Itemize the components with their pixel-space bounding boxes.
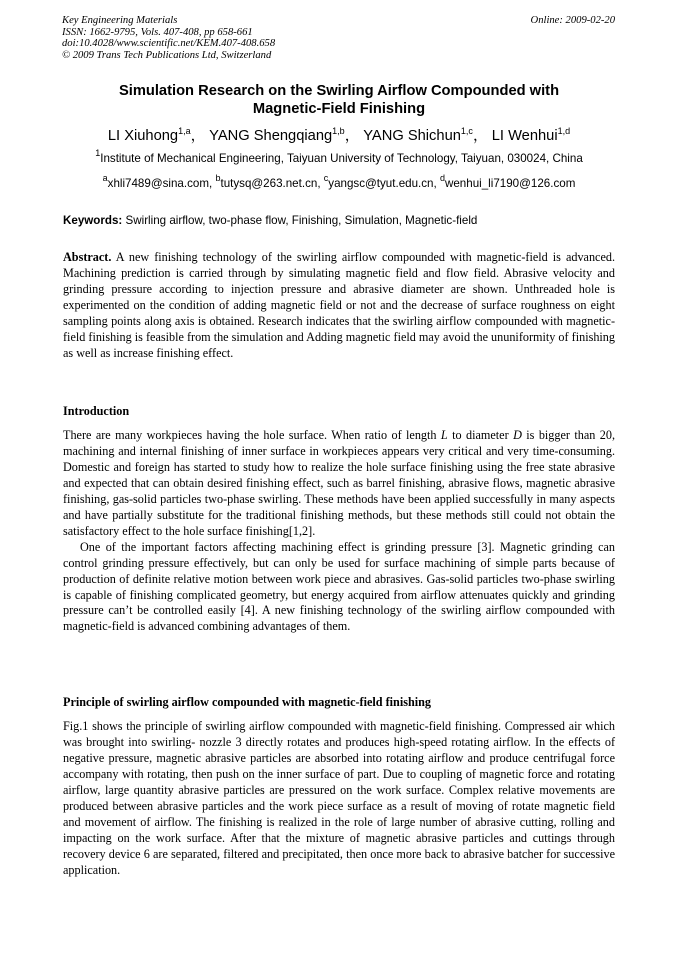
author-affil-sup: 1,a [178, 126, 191, 136]
abstract [63, 250, 615, 362]
paper-title [62, 83, 616, 118]
author-separator: ， [190, 128, 206, 144]
intro-p1-text: There are many workpieces having the hole surface. When ratio of length [63, 428, 441, 442]
author-affil-sup: 1,b [332, 126, 345, 136]
introduction-body [63, 428, 615, 635]
email-link[interactable]: xhli7489@sina.com [107, 177, 209, 190]
author-list [62, 124, 616, 145]
author-name: LI Wenhui [491, 128, 558, 144]
author-separator: ， [344, 128, 360, 144]
email-separator: , [433, 177, 440, 190]
email-list [62, 173, 616, 190]
intro-p1-text: is bigger than 20, machining and internal finishing of inner surface in workpieces appears very critical and very time-consuming. Domestic and foreign has started to study how to realize the hole surface finishing using the free state abrasive and expected that can obtain desired finishing effect, such as barrel finishing, abrasive flows, magnetic abrasive finishing, gas-solid particles two-phase swirling. These methods have been applied successfully in many aspects and have partially substitute for the traditional finishing methods, but these methods still could not obtain the satisfactory effect to the hole surface finishing[1,2]. [63, 428, 616, 538]
online-date: Online: 2009-02-20 [530, 15, 615, 26]
copyright-line: © 2009 Trans Tech Publications Ltd, Switzerland [62, 49, 272, 61]
keywords-text: Swirling airflow, two-phase flow, Finishing, Simulation, Magnetic-field [125, 214, 478, 227]
journal-header [62, 15, 275, 61]
keywords-label: Keywords: [63, 214, 123, 227]
email-sup: a [102, 173, 108, 183]
keywords [63, 214, 477, 227]
issn-line: ISSN: 1662-9795, Vols. 407-408, pp 658-661 [62, 26, 253, 38]
author-separator: ， [472, 128, 488, 144]
email-sup: c [323, 173, 329, 183]
email-sup: b [215, 173, 221, 183]
email-link[interactable]: wenhui_li7190@126.com [444, 177, 576, 190]
email-link[interactable]: yangsc@tyut.edu.cn [328, 177, 434, 190]
email-sup: d [439, 173, 445, 183]
symbol-length: L [440, 428, 448, 442]
author-name: YANG Shichun [363, 128, 461, 144]
affiliation-text: Institute of Mechanical Engineering, Taiyuan University of Technology, Taiyuan, 030024, China [100, 152, 583, 165]
title-line-2: Magnetic-Field Finishing [252, 100, 426, 117]
intro-paragraph-1 [63, 428, 615, 540]
abstract-label: Abstract. [63, 250, 112, 264]
affiliation-sup: 1 [95, 148, 101, 158]
author-name: LI Xiuhong [107, 128, 179, 144]
affiliation [62, 148, 616, 165]
introduction-heading: Introduction [63, 404, 130, 418]
doi-line: doi:10.4028/www.scientific.net/KEM.407-408.658 [62, 38, 276, 50]
symbol-diameter: D [513, 428, 522, 442]
intro-p1-text: to diameter [447, 428, 514, 442]
intro-paragraph-2: One of the important factors affecting machining effect is grinding pressure [3]. Magnetic grinding can control grinding pressure effectively, but can only be used for surface machining of simple parts because of production of definite relative motion between work piece and abrasives. Gas-solid particles two-phase swirling is capable of finishing complicated geometry, but energy acquired from airflow attenuates quickly and grinding pressure can’t be controlled easily [4]. A new finishing technology of the swirling airflow compounded with magnetic-field is advanced combining advantages of them. [63, 539, 615, 634]
email-separator: , [317, 177, 324, 190]
principle-heading: Principle of swirling airflow compounded with magnetic-field finishing [63, 695, 431, 709]
email-link[interactable]: tutysq@263.net.cn [220, 177, 318, 190]
principle-paragraph: Fig.1 shows the principle of swirling airflow compounded with magnetic-field finishing. Compressed air which was brought into swirling- nozzle 3 directly rotates and produces high-speed rotating airflow. In the effects of negative pressure, magnetic abrasive particles are absorbed into rotating airflow and produce centrifugal force accompany with rotating, then push on the inner surface of part. Due to coupling of magnetic force and rotating airflow, large quantity abrasive particles are pressured on the work surface. Complex relative movements are produced between abrasive particles and the work piece surface as a result of moving of rotate magnetic field and movement of airflow. The finishing is realized in the role of large number of abrasive cutting, rolling and impacting on the work surface. After that the mixture of magnetic abrasive particles and cuttings through recovery device 6 are separated, filtered and precipitated, then once more back to abrasive batcher for successive application. [63, 719, 615, 877]
author-name: YANG Shengqiang [209, 128, 333, 144]
title-line-1: Simulation Research on the Swirling Airflow Compounded with [118, 83, 560, 99]
abstract-text: A new finishing technology of the swirling airflow compounded with magnetic-field is advanced. Machining prediction is carried through by simulating magnetic field and flow field. Abrasive velocity and grinding pressure according to injection pressure and abrasive diameter are shown. Unthreaded hole is experimented on the condition of adding magnetic field or not and the decrease of surface roughness on eight sampling points along axis is obtained. Research indicates that the swirling airflow compounded with magnetic-field finishing is feasible from the simulation and Adding magnetic field may avoid the ununiformity of finishing as well as increase finishing effect. [63, 250, 616, 360]
author-affil-sup: 1,c [460, 126, 473, 136]
email-separator: , [209, 177, 216, 190]
journal-name: Key Engineering Materials [62, 15, 178, 26]
author-affil-sup: 1,d [557, 126, 571, 136]
